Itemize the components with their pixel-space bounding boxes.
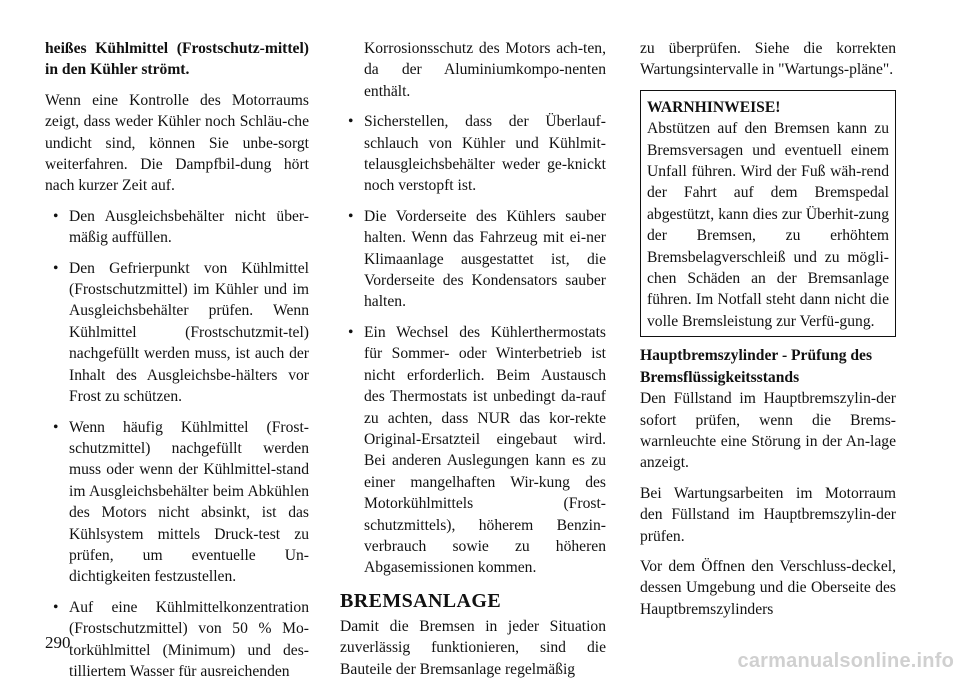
list-item: • Den Ausgleichsbehälter nicht über-mäßig auffüllen. [53,207,309,247]
intro-bold-text: heißes Kühlmittel (Frostschutz-mittel) in den Kühler strömt. [45,40,309,79]
bullet-icon: • [348,207,354,225]
watermark: carmanualsonline.info [737,649,954,672]
bullet-list-left [45,206,309,683]
paragraph: Den Füllstand im Hauptbremszylin-der sofort prüfen, wenn die Brems-warnleuchte eine Störung in der An-lage anzeigt. [640,390,896,472]
paragraph: Vor dem Öffnen den Verschluss-deckel, dessen Umgebung und die Oberseite des Hauptbremszylinders [640,557,896,618]
warning-box [640,90,896,337]
continuation-text: Korrosionsschutz des Motors ach-ten, da der Aluminiumkompo-nenten enthält. [364,40,606,100]
continuation-text: zu überprüfen. Siehe die korrekten Wartungsintervalle in "Wartungs-pläne". [640,40,896,79]
list-item: • Ein Wechsel des Kühlerthermostats für Sommer- oder Winterbetrieb ist nicht erforderlich. Beim Austausch des Thermostats ist unbedingt da-rauf zu achten, dass NUR das kor-rekte Original-Ersatzteil eingebaut wird. Bei anderen Auslegungen kann es zu einer mangelhaften Wir-kung des Motorkühlmittels (Frost-schutzmittels), höherem Benzin-verbrauch sowie zu höheren Abgasemissionen kommen. [348,323,606,577]
list-item: • Wenn häufig Kühlmittel (Frost-schutzmittel) nachgefüllt werden muss oder wenn der Kühlmittel-stand im Ausgleichsbehälter beim Abkühlen des Motors nicht absinkt, ist das Kühlsystem mittels Druck-test zu prüfen, um eventuelle Un-dichtigkeiten festzustellen. [53,418,309,586]
column-left [45,38,309,691]
section-heading: BREMSANLAGE [340,589,502,612]
column-middle [340,38,606,689]
bullet-icon: • [53,598,59,616]
bullet-icon: • [53,259,59,277]
bullet-icon: • [348,323,354,341]
warning-title: WARNHINWEISE! [647,98,781,116]
list-item: • Den Gefrierpunkt von Kühlmittel (Frostschutzmittel) im Kühler und im Ausgleichsbehälter prüfen. Wenn Kühlmittel (Frostschutzmit-tel) nachgefüllt werden muss, ist auch der Inhalt des Ausgleichsbe-hälters vor Frost zu schützen. [53,259,309,406]
column-right [640,38,896,629]
bullet-list-middle [340,111,606,579]
list-item: • Sicherstellen, dass der Überlauf-schlauch von Kühler und Kühlmit-telausgleichsbehälter weder ge-knickt noch verstopft ist. [348,113,606,195]
page-number: 290 [45,633,71,652]
bullet-icon: • [53,418,59,436]
warning-text: Abstützen auf den Bremsen kann zu Bremsversagen und eventuell einem Unfall führen. Wird der Fuß wäh-rend der Fahrt auf dem Bremspedal abgestützt, kann dies zur Überhit-zung der Bremsen, zu erhöhtem Bremsbelagverschleiß und zu mögli-chen Schäden an der Bremsanlage führen. Im Notfall steht dann nicht die volle Bremsleistung zur Verfü-gung. [647,120,889,330]
paragraph: Bei Wartungsarbeiten im Motorraum den Füllstand im Hauptbremszylin-der prüfen. [640,484,896,545]
list-item: • Die Vorderseite des Kühlers sauber halten. Wenn das Fahrzeug mit ei-ner Klimaanlage ausgestattet ist, die Vorderseite des Kondensators sauber halten. [348,207,606,311]
subheading: Hauptbremszylinder - Prüfung des Bremsflüssigkeitsstands [640,347,873,386]
section-paragraph: Damit die Bremsen in jeder Situation zuverlässig funktionieren, sind die Bauteile der Bremsanlage regelmäßig [340,617,606,678]
bullet-icon: • [53,207,59,225]
intro-paragraph: Wenn eine Kontrolle des Motorraums zeigt, dass weder Kühler noch Schläu-che undicht sind, können Sie unbe-sorgt weiterfahren. Die Dampfbil-dung hört nach kurzer Zeit auf. [45,91,309,195]
list-item: • Auf eine Kühlmittelkonzentration (Frostschutzmittel) von 50 % Mo-torkühlmittel (Minimum) und des-tilliertem Wasser für ausreichenden [53,598,309,680]
bullet-icon: • [348,113,354,131]
